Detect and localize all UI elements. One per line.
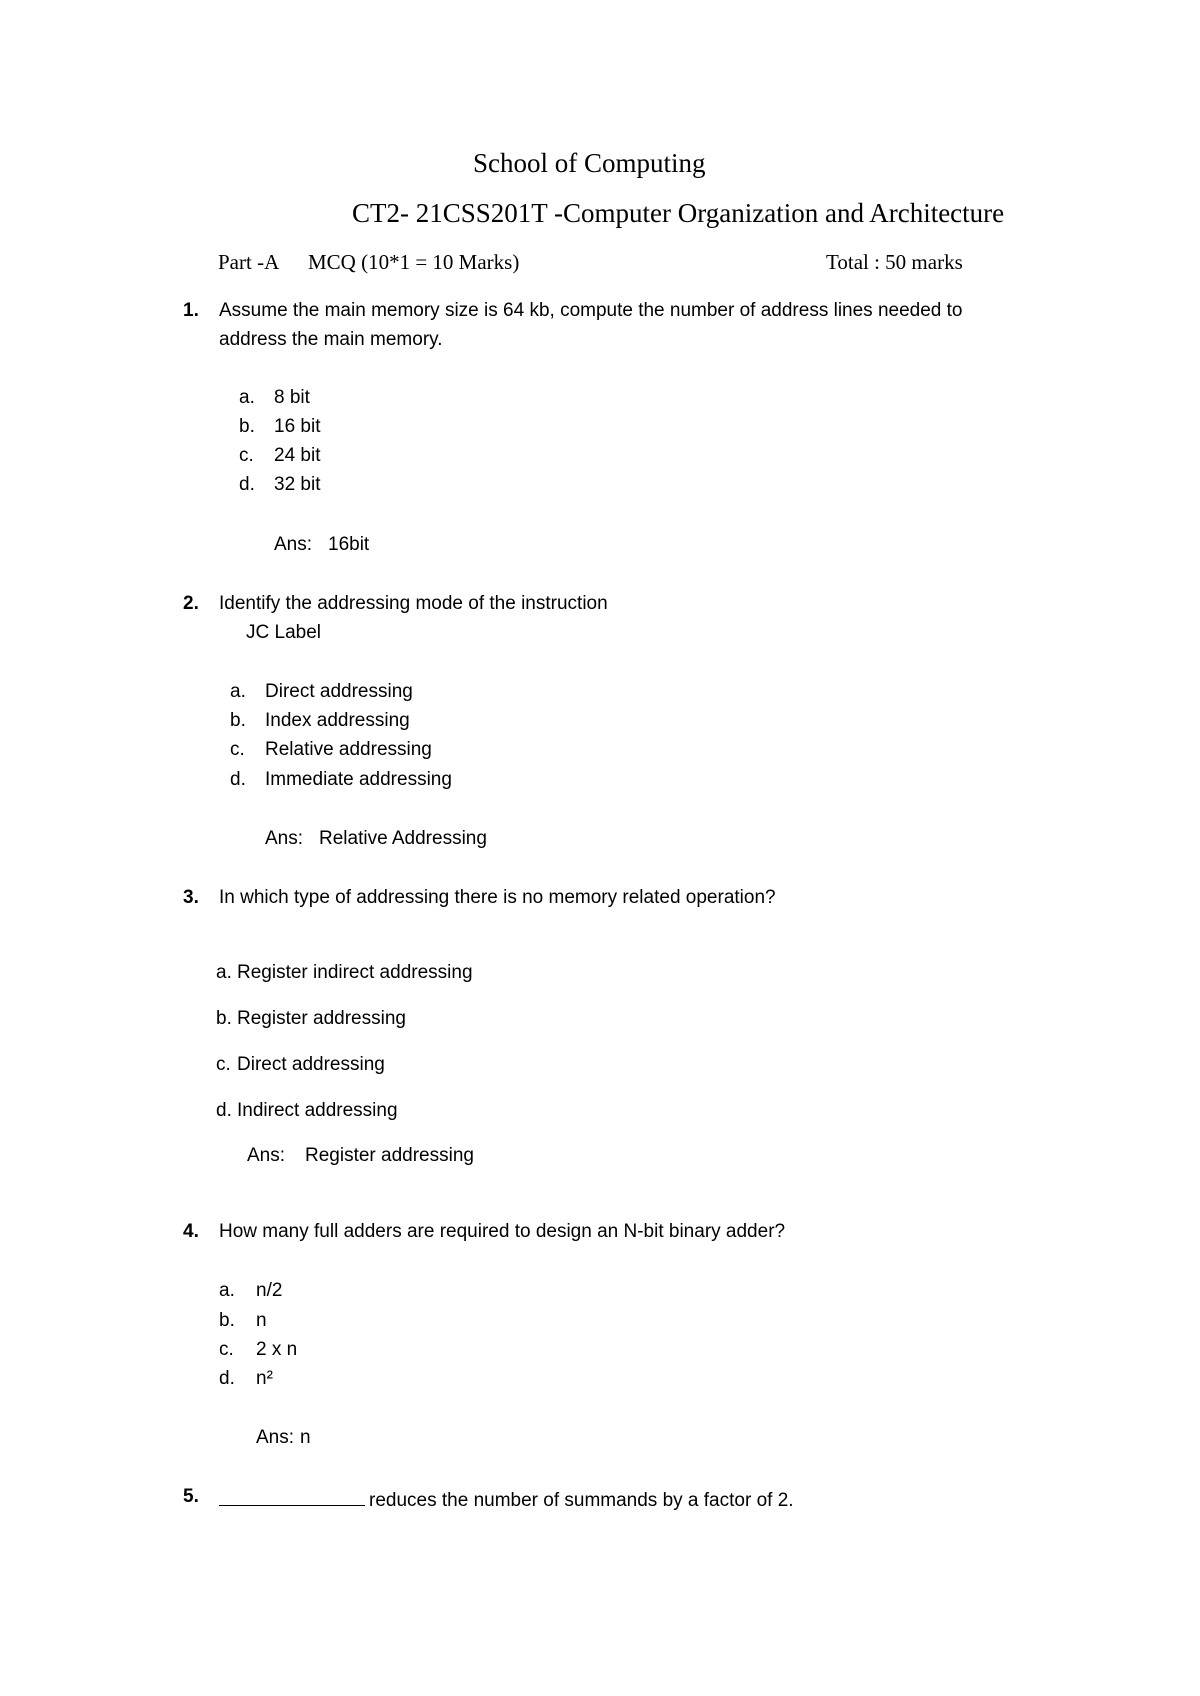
option-text: Direct addressing <box>237 1054 385 1075</box>
option-text: Register addressing <box>237 1008 406 1029</box>
option-label: b. <box>230 710 246 731</box>
answer-text: n <box>300 1427 311 1448</box>
option-text: Register indirect addressing <box>237 962 473 983</box>
answer-label: Ans: <box>256 1427 295 1448</box>
answer-text: Register addressing <box>305 1145 474 1166</box>
option-label: d. <box>219 1368 235 1389</box>
option-text: n/2 <box>256 1280 283 1301</box>
question-3-number: 3. <box>183 887 199 908</box>
option-text: Index addressing <box>265 710 410 731</box>
question-3-text: In which type of addressing there is no memory related operation? <box>219 887 776 908</box>
option-text: n <box>256 1310 267 1331</box>
part-label: Part -A <box>218 250 280 274</box>
option-text: Indirect addressing <box>237 1100 398 1121</box>
option-label: a. <box>239 387 255 408</box>
question-1-text-continued: address the main memory. <box>219 329 443 350</box>
fill-in-blank <box>219 1487 365 1506</box>
school-title: School of Computing <box>473 148 706 178</box>
question-2-number: 2. <box>183 593 199 614</box>
option-text: Direct addressing <box>265 681 413 702</box>
question-2-instruction: JC Label <box>246 622 321 643</box>
question-4-text: How many full adders are required to design an N-bit binary adder? <box>219 1221 786 1242</box>
option-label: d. <box>216 1100 232 1121</box>
option-label: d. <box>230 769 246 790</box>
question-5-text <box>219 1487 794 1510</box>
question-5-number: 5. <box>183 1486 199 1507</box>
option-text: 2 x n <box>256 1339 298 1360</box>
option-label: c. <box>239 445 254 466</box>
option-text: n² <box>256 1368 273 1389</box>
option-text: 32 bit <box>274 474 321 495</box>
total-marks-label: Total : 50 marks <box>826 250 963 274</box>
option-label: c. <box>216 1054 231 1075</box>
option-text: 16 bit <box>274 416 321 437</box>
course-title: CT2- 21CSS201T -Computer Organization and Architecture <box>352 198 1005 228</box>
question-1-number: 1. <box>183 300 199 321</box>
question-5-text-content: reduces the number of summands by a factor of 2. <box>369 1490 794 1511</box>
part-type-label: MCQ (10*1 = 10 Marks) <box>308 250 520 274</box>
option-label: b. <box>219 1310 235 1331</box>
option-label: c. <box>219 1339 234 1360</box>
option-text: Immediate addressing <box>265 769 452 790</box>
option-text: 8 bit <box>274 387 310 408</box>
answer-label: Ans: <box>274 534 313 555</box>
answer-label: Ans: <box>265 828 304 849</box>
option-label: a. <box>230 681 246 702</box>
option-text: 24 bit <box>274 445 321 466</box>
option-label: a. <box>219 1280 235 1301</box>
question-2-text: Identify the addressing mode of the instruction <box>219 593 608 614</box>
option-label: c. <box>230 739 245 760</box>
answer-text: 16bit <box>328 534 370 555</box>
answer-text: Relative Addressing <box>319 828 487 849</box>
option-label: a. <box>216 962 232 983</box>
option-label: b. <box>216 1008 232 1029</box>
question-4-number: 4. <box>183 1221 199 1242</box>
answer-label: Ans: <box>247 1145 286 1166</box>
question-1-text: Assume the main memory size is 64 kb, compute the number of address lines needed to <box>219 300 963 321</box>
option-label: b. <box>239 416 255 437</box>
option-text: Relative addressing <box>265 739 432 760</box>
option-label: d. <box>239 474 255 495</box>
